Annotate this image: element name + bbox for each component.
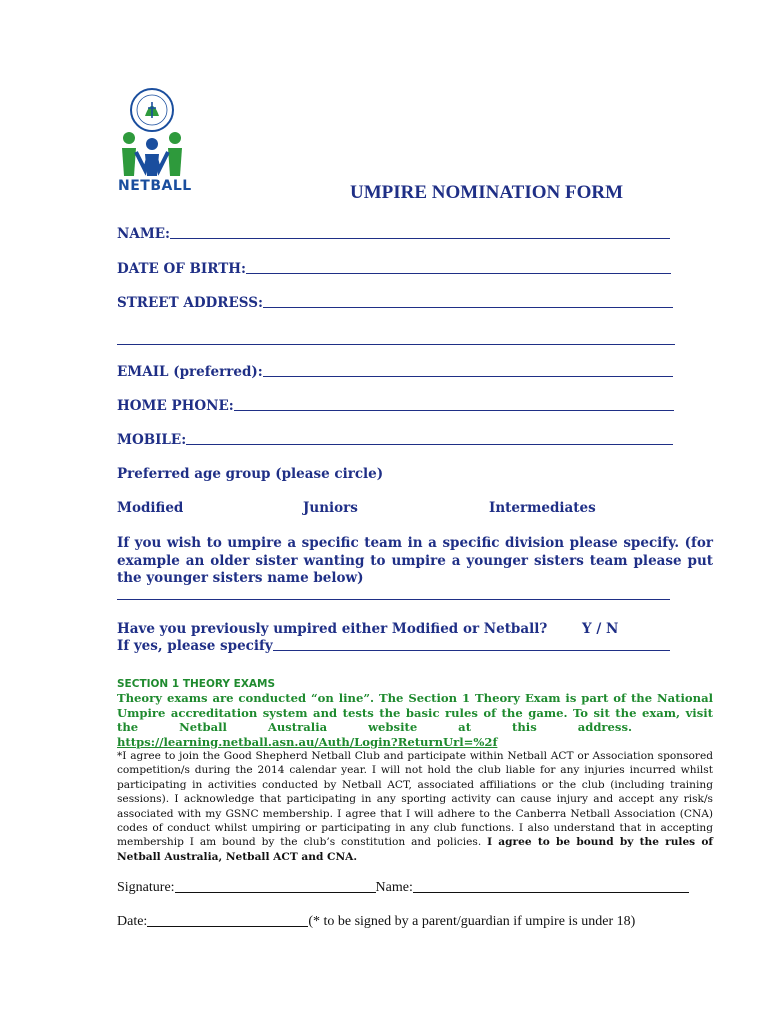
- legal-body: *I agree to join the Good Shepherd Netball Club and participate within Netball ACT or Association sponsored competition/s during the 2014 calendar year. I will not hold the club liable for any injuries incurred whilst participating in activities conducted by Netball ACT, associated affiliations or the club (including training sessions). I acknowledge that participating in any sporting activity can cause injury and accept any risk/s associated with my GSNC membership. I agree that I will adhere to the Canberra Netball Association (CNA) codes of conduct whilst umpiring or participating in any club functions. I also understand that in accepting membership I am bound by the club’s constitution and policies.: [117, 750, 713, 849]
- legal-bold: I agree to be bound by the rules of Netball Australia, Netball ACT and CNA.: [117, 836, 713, 863]
- netball-url-link[interactable]: https://learning.netball.asn.au/Auth/Login?ReturnUrl=%2f: [117, 734, 498, 749]
- home-phone-label: HOME PHONE:: [117, 398, 234, 414]
- age-option-juniors[interactable]: Juniors: [303, 500, 358, 516]
- legal-text: [117, 749, 713, 864]
- email-field[interactable]: [117, 364, 673, 380]
- date-line[interactable]: [147, 926, 308, 927]
- mobile-field[interactable]: [117, 432, 673, 448]
- dob-line[interactable]: [246, 273, 671, 274]
- specify-label: If yes, please specify: [117, 638, 273, 654]
- date-row: [117, 914, 635, 930]
- sig-name-label: Name:: [375, 880, 413, 895]
- age-option-intermediates[interactable]: Intermediates: [489, 500, 596, 516]
- page-title: UMPIRE NOMINATION FORM: [350, 182, 624, 203]
- theory-text: [117, 691, 713, 749]
- dob-label: DATE OF BIRTH:: [117, 261, 247, 277]
- age-option-modified[interactable]: Modified: [117, 500, 184, 516]
- home-phone-field[interactable]: [117, 398, 674, 414]
- age-group-heading: Preferred age group (please circle): [117, 466, 384, 482]
- team-request-line[interactable]: [117, 599, 670, 600]
- email-label: EMAIL (preferred):: [117, 364, 263, 380]
- address-line[interactable]: [263, 307, 673, 308]
- specify-field[interactable]: [117, 638, 670, 654]
- mobile-line[interactable]: [186, 444, 673, 445]
- logo-brand: NETBALL: [118, 178, 192, 194]
- name-field[interactable]: [117, 226, 670, 242]
- signature-line[interactable]: [175, 892, 376, 893]
- address-field[interactable]: [117, 295, 673, 311]
- theory-body: Theory exams are conducted “on line”. The Section 1 Theory Exam is part of the National Umpire accreditation system and tests the basic rules of the game. To sit the exam, visit the Netball Australia website at this address.: [117, 691, 713, 734]
- dob-field[interactable]: [117, 261, 671, 277]
- sig-name-line[interactable]: [413, 892, 689, 893]
- signature-row: [117, 880, 689, 896]
- previous-question: Have you previously umpired either Modified or Netball?: [117, 621, 548, 637]
- mobile-label: MOBILE:: [117, 432, 187, 448]
- yes-no-option[interactable]: Y / N: [582, 621, 619, 637]
- signature-label: Signature:: [117, 880, 175, 895]
- theory-heading: SECTION 1 THEORY EXAMS: [117, 678, 276, 690]
- specify-line[interactable]: [273, 650, 670, 651]
- guardian-note: (* to be signed by a parent/guardian if umpire is under 18): [308, 914, 636, 929]
- address-line-2[interactable]: [117, 344, 675, 345]
- address-label: STREET ADDRESS:: [117, 295, 263, 311]
- name-line[interactable]: [170, 238, 670, 239]
- email-line[interactable]: [263, 376, 673, 377]
- team-request-text: If you wish to umpire a specific team in a specific division please specify. (for example an older sister wanting to umpire a younger sisters team please put the younger sisters name below): [117, 535, 713, 586]
- home-phone-line[interactable]: [234, 410, 674, 411]
- date-label: Date:: [117, 914, 148, 929]
- name-label: NAME:: [117, 226, 171, 242]
